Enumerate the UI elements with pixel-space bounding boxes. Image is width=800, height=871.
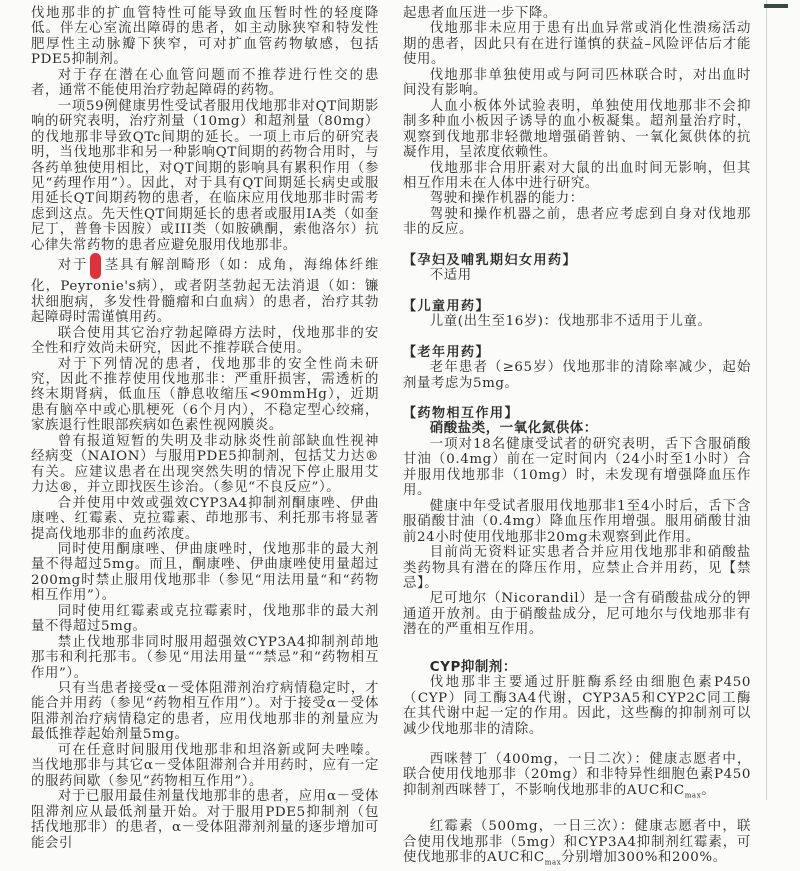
page-edge-mark [764, 4, 788, 8]
paragraph: 禁止伐地那非同时服用超强效CYP3A4抑制剂茚地那韦和利托那韦。（参见“用法用量““禁忌”和“药物相互作用”）。 [31, 634, 379, 681]
spacer [403, 638, 751, 660]
left-column [31, 6, 379, 851]
paragraph [31, 253, 379, 325]
paragraph: 伐地那非的扩血管特性可能导致血压暂时性的轻度降低。伴左心室流出障碍的患者，如主动脉狭窄和特发性肥厚性主动脉瓣下狭窄，可对扩血管药物敏感，包括PDE5抑制剂。 [31, 6, 379, 68]
paragraph: 同时使用红霉素或克拉霉素时，伐地那非的最大剂量不得超过5mg。 [31, 603, 379, 635]
subscript: max [684, 791, 702, 800]
paragraph: 合并使用中效或强效CYP3A4抑制剂酮康唑、伊曲康唑、红霉素、克拉霉素、茚地那韦、利托那韦将显著提高伐地那非的血药浓度。 [31, 495, 379, 542]
paragraph: 对于已服用最佳剂量伐地那非的患者，应用α－受体阻滞剂应从最低剂量开始。对于服用PDE5抑制剂（包括伐地那非）的患者，α－受体阻滞剂剂量的逐步增加可能会引 [31, 789, 379, 851]
paragraph: 伐地那非未应用于患有出血异常或消化性溃疡活动期的患者，因此只有在进行谨慎的获益–风险评估后才能使用。 [403, 21, 751, 68]
paragraph: 对于存在潜在心血管问题而不推荐进行性交的患者，通常不能使用治疗勃起障碍的药物。 [31, 67, 379, 99]
paragraph: 驾驶和操作机器的能力： [429, 191, 584, 207]
paragraph: 起患者血压进一步下降。 [403, 6, 557, 21]
paragraph: 伐地那非主要通过肝脏酶系经由细胞色素P450（CYP）同工酶3A4代谢，CYP3A5和CYP2C同工酶在其代谢中起一定的作用。因此，这些酶的抑制剂可以减少伐地那非的清除。 [403, 675, 751, 737]
text-segment: 红霉素（500mg，一日三次）：健康志愿者中，联合使用伐地那非（5mg）和CYP3A4抑制剂红霉素，可使伐地那非的AUC和C [403, 819, 751, 865]
paragraph: 同时使用酮康唑、伊曲康唑时，伐地那非的最大剂量不得超过5mg。而且，酮康唑、伊曲康唑使用量超过200mg时禁止服用伐地那非（参见“用法用量“和“药物相互作用”）。 [31, 541, 379, 604]
subsection-heading: 硝酸盐类，一氧化氮供体： [429, 421, 598, 437]
paragraph: 伐地那非单独使用或与阿司匹林联合时，对出血时间没有影响。 [403, 67, 751, 99]
right-column [403, 6, 751, 871]
paragraph: 目前尚无资料证实患者合并应用伐地那非和硝酸盐类药物具有潜在的降压作用，应禁止合并用药，见【禁忌】。 [403, 545, 751, 591]
paragraph: 伐地那非合用肝素对大鼠的出血时间无影响，但其相互作用未在人体中进行研究。 [403, 160, 751, 191]
spacer [403, 737, 751, 752]
paragraph: 一项对18名健康受试者的研究表明，舌下含服硝酸甘油（0.4mg）前在一定时间内（24小时至1小时）合并服用伐地那非（10mg）时，未发现有增强降血压作用。 [403, 436, 751, 499]
paragraph [403, 819, 751, 871]
spacer [403, 804, 751, 819]
text-segment: 对于 [57, 258, 89, 274]
paragraph: 联合使用其它治疗勃起障碍方法时，伐地那非的安全性和疗效尚未研究，因此不推荐联合使用。 [31, 325, 379, 357]
spacer [403, 330, 751, 345]
paragraph: 只有当患者接受α－受体阻滞剂治疗病情稳定时，才能合并用药（参见“药物相互作用”）。对于接受α－受体阻滞剂治疗病情稳定的患者，应用伐地那非的剂量应为最低推荐起始剂量5mg。 [31, 681, 379, 743]
paragraph: 人血小板体外试验表明，单独使用伐地那非不会抑制多种血小板因子诱导的血小板凝集。超剂量治疗时，观察到伐地那非轻微地增强硝普钠、一氧化氮供体的抗凝作用，呈浓度依赖性。 [403, 98, 751, 161]
section-heading: 【老年用药】 [403, 344, 491, 360]
paragraph: 曾有报道短暂的失明及非动脉炎性前部缺血性视神经病变（NAION）与服用PDE5抑制剂，包括艾力达®有关。应建议患者在出现突然失明的情况下停止服用艾力达®，并立即找医生诊治。（参见“不良反应”）。 [31, 433, 379, 496]
spacer [403, 391, 751, 406]
section-heading: 【儿童用药】 [403, 298, 491, 314]
paragraph: 不适用 [429, 268, 472, 284]
subsection-heading: CYP抑制剂： [429, 659, 517, 675]
spacer [403, 284, 751, 299]
paragraph: 健康中年受试者服用伐地那非1至4小时后，舌下含服硝酸甘油（0.4mg）降血压作用增强。服用硝酸甘油前24小时使用伐地那非20mg未观察到此作用。 [403, 498, 751, 545]
text-segment: 西咪替丁（400mg，一日二次）：健康志愿者中，联合使用伐地那非（20mg）和非特异性细胞色素P450抑制剂西咪替丁，不影响伐地那非的AUC和C [403, 752, 751, 798]
paragraph: 尼可地尔（Nicorandil）是一含有硝酸盐成分的钾通道开放剂。由于硝酸盐成分，尼可地尔与伐地那非有潜在的严重相互作用。 [403, 591, 751, 638]
page-edge-divider [766, 0, 767, 800]
paragraph: 对于下列情况的患者，伐地那非的安全性尚未研究，因此不推荐使用伐地那非：严重肝损害，需透析的终末期肾病，低血压（静息收缩压<90mmHg），近期患有脑卒中或心肌梗死（6个月内），不稳定型心绞痛，家族退行性眼部疾病如色素性视网膜炎。 [31, 356, 379, 434]
text-segment: 分别增加300%和200%。 [561, 849, 727, 865]
spacer [403, 238, 751, 253]
redaction-mark [90, 253, 101, 279]
paragraph: 一项59例健康男性受试者服用伐地那非对QT间期影响的研究表明，治疗剂量（10mg）和超剂量（80mg）的伐地那非导致QTc间期的延长。一项上市后的研究表明，当伐地那非和另一种影响QT间期的药物合用时，与各药单独使用相比，对QT间期的影响具有累积作用（参见“药理作用”）。因此，对于具有QT间期延长病史或服用延长QT间期药物的患者，在临床应用伐地那非时需考虑到这点。先天性QT间期延长的患者或服用IA类（如奎尼丁，普鲁卡因胺）或III类（如胺碘酮，索他洛尔）抗心律失常药物的患者应避免服用伐地那非。 [31, 98, 379, 253]
section-heading: 【孕妇及哺乳期妇女用药】 [403, 252, 578, 268]
paragraph: 可在任意时间服用伐地那非和坦洛新或阿夫唑嗪。当伐地那非与其它α－受体阻滞剂合并用药时，应有一定的服药间歇（参见“药物相互作用”）。 [31, 742, 379, 789]
paragraph: 老年患者（≥65岁）伐地那非的清除率减少，起始剂量考虑为5mg。 [403, 360, 751, 391]
section-heading: 【药物相互作用】 [403, 405, 520, 421]
paragraph [403, 752, 751, 804]
paragraph: 驾驶和操作机器之前，患者应考虑到自身对伐地那非的反应。 [403, 206, 751, 238]
paragraph: 儿童(出生至16岁)：伐地那非不适用于儿童。 [429, 314, 712, 330]
text-segment: 茎具有解剖畸形（如：成角，海绵体纤维化，Peyronie's病），或者阴茎勃起无法消退（如：镰状细胞病，多发性骨髓瘤和白血病）的患者，治疗其勃起障碍时需谨慎用药。 [31, 258, 379, 326]
text-segment: 。 [701, 782, 716, 798]
subscript: max [544, 858, 562, 867]
